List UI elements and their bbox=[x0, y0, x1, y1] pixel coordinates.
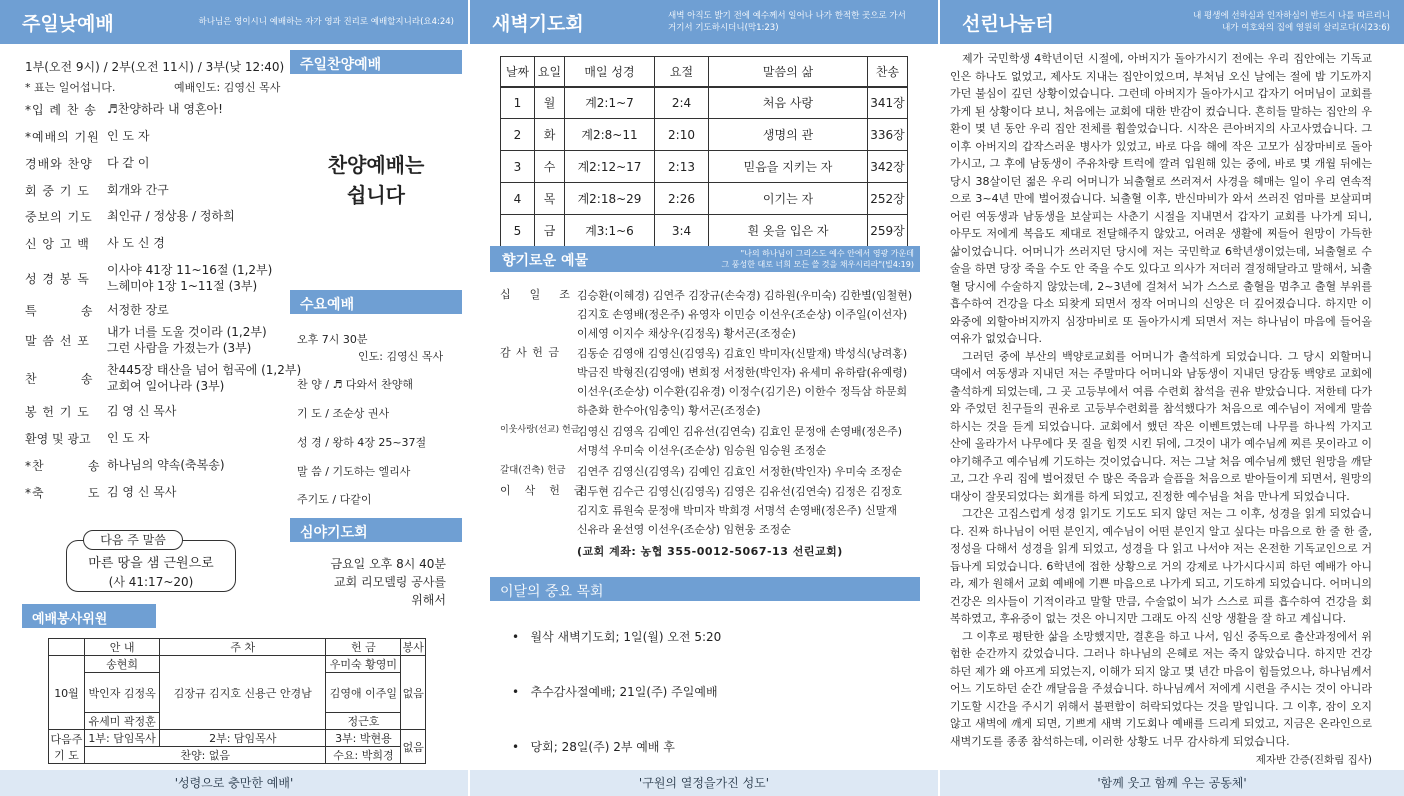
cell: 처음 사랑 bbox=[709, 87, 868, 119]
offering-label: 갈대(건축) 헌금 bbox=[500, 465, 566, 476]
order-row bbox=[25, 403, 176, 420]
cell: 259장 bbox=[868, 215, 908, 247]
night-line: 금요일 오후 8시 40분 bbox=[330, 557, 446, 571]
order-row bbox=[25, 208, 235, 225]
cell: 계3:1~6 bbox=[565, 215, 655, 247]
cell: 2:4 bbox=[655, 87, 709, 119]
verse-line: 새벽 아직도 밝기 전에 예수께서 일어나 나가 한적한 곳으로 가서 bbox=[668, 11, 906, 21]
cell: 정근호 bbox=[326, 713, 401, 730]
order-label: *찬 송 bbox=[25, 459, 101, 473]
cell: 341장 bbox=[868, 87, 908, 119]
cell: 수요: 박희경 bbox=[326, 747, 401, 764]
offering-names: 김동순 김영애 김영신(김영옥) 김효인 박미자(신말재) 박성식(낭려홍) bbox=[577, 347, 908, 360]
col-header: 날짜 bbox=[501, 57, 535, 87]
order-value: 하나님의 약속(축복송) bbox=[107, 458, 225, 472]
order-row bbox=[25, 155, 149, 172]
order-row bbox=[25, 101, 223, 118]
news-text: 당회; 28일(주) 2부 예배 후 bbox=[530, 740, 675, 754]
verse-line: 내 평생에 선하심과 인자하심이 반드시 나를 따르리니 bbox=[1193, 11, 1390, 21]
cell: 이기는 자 bbox=[709, 183, 868, 215]
cell: 생명의 관 bbox=[709, 119, 868, 151]
cell: 유세미 곽정훈 bbox=[85, 713, 160, 730]
footer-right: '함께 웃고 함께 우는 공동체' bbox=[940, 770, 1404, 796]
cell: 믿음을 지키는 자 bbox=[709, 151, 868, 183]
col-header: 요절 bbox=[655, 57, 709, 87]
worship-header bbox=[0, 0, 468, 44]
order-label: 봉 헌 기 도 bbox=[25, 405, 90, 419]
order-label: 환영 및 광고 bbox=[25, 432, 91, 446]
offering-label: 감 사 헌 금 bbox=[500, 346, 560, 359]
order-value: 회개와 간구 bbox=[107, 183, 169, 197]
order-value: 그런 사람을 가졌는가 (3부) bbox=[107, 341, 252, 355]
order-value: 이사야 41장 11~16절 (1,2부) bbox=[107, 263, 273, 277]
offering-names: 김승환(이혜경) 김연주 김장규(손숙경) 김하원(우미숙) 김한별(임철현) bbox=[577, 289, 913, 302]
church-account: (교회 계좌: 농협 355-0012-5067-13 선린교회) bbox=[577, 545, 843, 558]
cell: 2:26 bbox=[655, 183, 709, 215]
cell: 월 bbox=[535, 87, 565, 119]
dawn-header bbox=[470, 0, 938, 44]
order-value: 서정한 장로 bbox=[107, 303, 169, 317]
order-value: ♬찬양하라 내 영혼아! bbox=[107, 102, 223, 116]
order-value: 김 영 신 목사 bbox=[107, 404, 177, 418]
col-header: 봉사 bbox=[401, 639, 426, 656]
volunteer-table bbox=[48, 638, 426, 764]
testimony-text bbox=[950, 50, 1372, 750]
offering-group bbox=[500, 482, 902, 539]
order-value: 인 도 자 bbox=[107, 129, 150, 143]
praise-line: 찬양예배는 bbox=[327, 153, 425, 177]
order-label: 찬 송 bbox=[25, 371, 94, 386]
order-value: 다 같 이 bbox=[107, 156, 150, 170]
next-week-title: 마른 땅을 샘 근원으로 bbox=[88, 556, 214, 571]
stand-note: * 표는 일어섭니다. bbox=[25, 81, 116, 94]
order-row bbox=[25, 457, 225, 474]
order-label: 성 경 봉 독 bbox=[25, 271, 90, 286]
offering-names: 이세영 이지수 채상우(김정옥) 황서곤(조정순) bbox=[577, 327, 796, 340]
cell: 우미숙 황영미 bbox=[326, 656, 401, 673]
cell: 없음 bbox=[401, 730, 426, 764]
pastoral-news-list bbox=[512, 628, 721, 755]
wed-row: 기 도 / 조순상 권사 bbox=[297, 407, 390, 420]
order-label: 신 앙 고 백 bbox=[25, 237, 90, 251]
col-header: 요일 bbox=[535, 57, 565, 87]
order-row bbox=[25, 362, 301, 394]
order-value: 느헤미야 1장 1~11절 (3부) bbox=[107, 279, 258, 293]
order-value: 사 도 신 경 bbox=[107, 236, 165, 250]
worship-verse: 하나님은 영이시니 예배하는 자가 영과 진리로 예배할지니라(요4:24) bbox=[198, 17, 454, 27]
night-line: 위해서 bbox=[411, 593, 446, 607]
offering-names: 김지호 손영배(정은주) 유영자 이민승 이선우(조순상) 이주일(이선자) bbox=[577, 308, 908, 321]
list-item: • 월삭 새벽기도회; 1일(월) 오전 5:20 bbox=[512, 630, 722, 644]
pastoral-news-tab: 이달의 중요 목회 bbox=[490, 577, 920, 601]
praise-tab: 주일찬양예배 bbox=[290, 50, 462, 74]
offering-label: 이웃사랑(선교) 헌금 bbox=[500, 425, 580, 435]
cell: 김영애 이주일 bbox=[326, 673, 401, 713]
offering-names: 김연주 김영신(김영옥) 김예인 김효인 서정한(박인자) 우미숙 조정순 bbox=[577, 465, 903, 478]
wed-row: 말 씀 / 기도하는 엘리사 bbox=[297, 465, 411, 478]
cell: 계2:8~11 bbox=[565, 119, 655, 151]
wed-row: 성 경 / 왕하 4장 25~37절 bbox=[297, 436, 427, 449]
next-week-ref: (사 41:17~20) bbox=[108, 575, 194, 589]
paragraph: 그 이후로 평탄한 삶을 소망했지만, 결혼을 하고 나서, 임신 중독으로 출산과정에서 위험한 순간까지 갔었습니다. 그러나 하나님의 은혜로 저는 죽지 않았습니다. 하지만 건강하던 제가 왜 아프게 되었는지, 이해가 되지 않고 몇 년간 마음이 힘들었으나, 하나님께서 어느 기도하던 순간 깨달음을 주셨습니다. 하나님께서 저에게 시련을 주시는 것이 아니라 기도할 시간을 주시기 위해서 불편함이 허락되었다는 것을 말입니다. 그 이후, 잠이 오지 않고 새벽에 깨게 되면, 기쁘게 새벽 기도회나 예배를 드리게 되었고, 지금은 온라인으로 새벽기도를 종종 참석하는데, 이러한 상황도 너무 감사하게 되었습니다. bbox=[950, 629, 1372, 748]
cell: 5 bbox=[501, 215, 535, 247]
row-label: 다음주 기 도 bbox=[49, 730, 85, 764]
table-row bbox=[501, 151, 908, 183]
cell: 3부: 박현용 bbox=[326, 730, 401, 747]
offering-group bbox=[500, 286, 912, 343]
order-row bbox=[25, 484, 176, 501]
verse-line: 그 풍성한 대로 너희 모든 쓸 것을 채우시리라"(빌4:19) bbox=[721, 260, 914, 269]
cell: 흰 옷을 입은 자 bbox=[709, 215, 868, 247]
cell: 박인자 김정옥 bbox=[85, 673, 160, 713]
service-times: 1부(오전 9시) / 2부(오전 11시) / 3부(낮 12:40) bbox=[25, 60, 285, 74]
table-row bbox=[501, 183, 908, 215]
worship-title: 주일낮예배 bbox=[22, 13, 114, 35]
cell: 2:13 bbox=[655, 151, 709, 183]
cell: 김장규 김지호 신용근 안경남 bbox=[160, 656, 326, 730]
table-row bbox=[501, 119, 908, 151]
wed-row: 주기도 / 다같이 bbox=[297, 493, 372, 506]
order-row bbox=[25, 262, 272, 294]
order-label: 경배와 찬양 bbox=[25, 157, 93, 171]
wednesday-tab: 수요예배 bbox=[290, 290, 462, 314]
wed-row: 찬 양 / ♬ 다와서 찬양해 bbox=[297, 378, 414, 391]
order-row bbox=[25, 324, 267, 356]
dawn-verse bbox=[668, 10, 906, 34]
paragraph: 그러던 중에 부산의 백양로교회를 어머니가 출석하게 되었습니다. 그 당시 외할머니 댁에서 여동생과 지내던 저는 주말마다 어머니와 남동생이 지내던 당감동 백양로 교회에 출석하게 되었는데, 그 곳 고등부에서 여름 수련회 참석을 권유 받았습니다. 저한테 다가와 주었던 친구들의 권유로 고등부수련회를 참석했다가 처음으로 예수님이 저에게 말씀하시는 것을 듣게 되었습니다. 교회에서 했던 작은 이벤트였는데 나무를 하나씩 가지고 산에 올라가서 나무에다 못 질을 힘껏 시킨 뒤에, 그것이 내가 예수님께 찌른 못이라고 이야기해주고 예수님께 기도하는 것이었습니다. 저는 그날 처음 예수님께 했던 원망을 깨닫고, 그간 우리 집에 벌어졌던 수 많은 죽음과 슬픔을 처음으로 받아들이게 되면서, 원망의 대상이 잘못되었다는 회개를 하게 되었고, 진정한 예수님을 처음 만나게 되었습니다. bbox=[950, 349, 1372, 503]
offering-group bbox=[500, 462, 902, 481]
offering-names: 서명석 우미숙 이선우(조순상) 임승원 임승원 조정순 bbox=[577, 444, 827, 457]
cell: 4 bbox=[501, 183, 535, 215]
order-row bbox=[25, 235, 165, 252]
cell: 금 bbox=[535, 215, 565, 247]
col-header: 찬송 bbox=[868, 57, 908, 87]
night-line: 교회 리모델링 공사를 bbox=[334, 575, 446, 589]
cell: 3 bbox=[501, 151, 535, 183]
col-header: 헌 금 bbox=[326, 639, 401, 656]
list-item: • 추수감사절예배; 21일(주) 주일예배 bbox=[512, 685, 718, 699]
order-label: 특 송 bbox=[25, 304, 94, 318]
dawn-table bbox=[500, 56, 908, 247]
row-label: 10월 bbox=[49, 656, 85, 730]
offering-verse bbox=[721, 248, 914, 270]
order-row bbox=[25, 302, 169, 319]
verse-line: 거기서 기도하시더니(막1:23) bbox=[668, 23, 779, 33]
order-value: 최인규 / 정상용 / 정하희 bbox=[107, 209, 235, 223]
order-label: 말 씀 선 포 bbox=[25, 333, 90, 348]
order-label: 회 중 기 도 bbox=[25, 184, 90, 198]
cell: 수 bbox=[535, 151, 565, 183]
sharing-title: 선린나눔터 bbox=[962, 13, 1054, 35]
service-leader: 예배인도: 김영신 목사 bbox=[174, 81, 281, 94]
order-label: 중보의 기도 bbox=[25, 210, 93, 224]
col-header: 매일 성경 bbox=[565, 57, 655, 87]
offering-names: 김지호 류원숙 문정애 박미자 박희경 서명석 손영배(정은주) 신말재 bbox=[577, 504, 897, 517]
col-header: 주 차 bbox=[160, 639, 326, 656]
cell: 2 bbox=[501, 119, 535, 151]
paragraph: 그간은 고집스럽게 성경 읽기도 기도도 되지 않던 저는 그 이후, 성경을 읽게 되었습니다. 진짜 하나님이 어떤 분인지, 예수님이 어떤 분인지 알고 싶다는 마음으로 한 줄 한 줄, 정성을 다해서 성경을 읽게 되었고, 성경을 다 읽고 나서야 저는 온전한 기독교인으로 거듭나게 되었습니다. 6학년에 접한 상황으로 거의 강제로 나가시다시피 하던 예배가 아니라, 제가 원해서 교회 예배에 기쁜 마음으로 나가게 되고, 기도하게 되었습니다. 어머니의 건강은 의사들이 기적이라고 말할 만큼, 수술없이 뇌가 스스로 피를 흡수하여 건강을 회복하였고, 후유증이 없는 것은 아니지만 그래도 아직 신앙 생활을 잘 하고 계십니다. bbox=[950, 507, 1372, 625]
testimony-signature: 제자반 간증(진화림 집사) bbox=[1250, 752, 1372, 767]
order-value: 찬445장 태산을 넘어 험곡에 (1,2부) bbox=[107, 363, 302, 377]
cell: 336장 bbox=[868, 119, 908, 151]
cell: 3:4 bbox=[655, 215, 709, 247]
cell: 목 bbox=[535, 183, 565, 215]
cell: 찬양: 없음 bbox=[85, 747, 326, 764]
offering-names: 김영신 김영옥 김예인 김유선(김연숙) 김효인 문정애 손영배(정은주) bbox=[577, 425, 903, 438]
cell: 송현희 bbox=[85, 656, 160, 673]
verse-line: 내가 여호와의 집에 영원히 살리로다(시23:6) bbox=[1222, 23, 1390, 33]
next-week-label: 다음 주 말씀 bbox=[83, 530, 183, 550]
offering-group bbox=[500, 422, 902, 460]
order-label: *예배의 기원 bbox=[25, 130, 100, 144]
offering-names: 신유라 윤선영 이선우(조순상) 임현웅 조정순 bbox=[577, 523, 791, 536]
verse-line: "나의 하나님이 그리스도 예수 안에서 영광 가운데 bbox=[740, 249, 914, 258]
order-value: 인 도 자 bbox=[107, 431, 150, 445]
col-header: 말씀의 삶 bbox=[709, 57, 868, 87]
cell: 계2:18~29 bbox=[565, 183, 655, 215]
offering-group bbox=[500, 344, 907, 420]
dawn-title: 새벽기도회 bbox=[492, 13, 584, 35]
cell: 1 bbox=[501, 87, 535, 119]
cell: 2:10 bbox=[655, 119, 709, 151]
offering-title: 향기로운 예물 bbox=[502, 253, 589, 269]
table-row bbox=[501, 215, 908, 247]
col-header: 안 내 bbox=[85, 639, 160, 656]
order-value: 내가 너를 도울 것이라 (1,2부) bbox=[107, 325, 267, 339]
order-value: 교회여 일어나라 (3부) bbox=[107, 379, 225, 393]
order-row bbox=[25, 128, 149, 145]
night-prayer-info bbox=[290, 555, 446, 609]
offering-names: 하춘화 한수아(임충익) 황서곤(조정순) bbox=[577, 404, 761, 417]
offering-label: 십 일 조 bbox=[500, 288, 571, 301]
praise-line: 쉽니다 bbox=[347, 183, 405, 207]
offering-banner bbox=[490, 246, 920, 272]
table-row bbox=[501, 87, 908, 119]
praise-message bbox=[290, 150, 462, 210]
night-prayer-tab: 심야기도회 bbox=[290, 518, 462, 542]
offering-names: 김두현 김수근 김영신(김영옥) 김영은 김유선(김연숙) 김정은 김정호 bbox=[577, 485, 903, 498]
paragraph: 제가 국민학생 4학년이던 시절에, 아버지가 돌아가시기 전에는 우리 집안에는 기독교인은 하나도 없었고, 제사도 지내는 집안이었으며, 부처님 오신 날에는 절에 밤 기도까지 가던 불심이 깊던 상황이었습니다. 그런데 아버지가 돌아가시고 갑자기 어머님이 교회를 가게 된 상황이다 보니, 처음에는 교회에 대한 반감이 컸습니다. 흔히들 말하는 집안의 우환이 몇 년 동안 우리 집안 전체를 휩쓸었습니다. 시작은 큰아버지의 사고사였습니다. 그 이후 아버지의 갑작스러운 병사가 있었고, 바로 다음 해에 작은 고모가 심장마비로 돌아가시고, 그 후에 남동생이 주유차량 트럭에 깔려 입원해 있는 중에, 바로 몇 개월 뒤에는 당시 38살이던 젊은 우리 어머니가 뇌출혈로 쓰러져서 사경을 헤매는 일이 우리 연속적으로 3~4년 만에 벌어졌습니다. 뇌출혈 이후, 반신마비가 와서 쓰러진 엄마를 보살피며 어린 여동생과 남동생을 보살피는 사춘기 시절을 지내면서 갑자기 교회를 나가게 되니, 아무도 저에게 복음도 제대로 전달해주지 않았고, 어려운 생활에 찌들어 원망이 가득한 삶이었습니다. 어머니가 쓰러지던 당시에 저는 국민학교 6학년생이었는데, 뇌출혈로 수술을 하면 당장 죽을 수도 안 죽을 수도 있다고 의사가 저더러 결정해달라고 말해서, 뇌출혈 당시에 수술하지 않았는데, 2~3년에 걸쳐서 뇌가 스스로 출혈을 멈추고 출혈 부위를 흡수하여 건강을 다소 되찾게 되면서 정작 어머니의 신앙은 더 깊어졌습니다. 하지만 이 와중에 외할아버지까지 심장마비로 또 돌아가시게 되면서 저는 하나님이 마음에 들어올 여유가 없었습니다. bbox=[950, 52, 1372, 345]
cell: 화 bbox=[535, 119, 565, 151]
footer-middle: '구원의 열정을가진 성도' bbox=[470, 770, 938, 796]
wed-leader: 인도: 김영신 목사 bbox=[358, 350, 444, 363]
news-text: 추수감사절예배; 21일(주) 주일예배 bbox=[530, 685, 718, 699]
wed-time: 오후 7시 30분 bbox=[297, 333, 368, 346]
offering-names: 박금진 박형진(김영애) 변희정 서정한(박인자) 유세미 유하람(유예령) bbox=[577, 366, 908, 379]
footer-left: '성령으로 충만한 예배' bbox=[0, 770, 468, 796]
order-row bbox=[25, 182, 169, 199]
cell: 1부: 담임목사 bbox=[85, 730, 160, 747]
cell: 계2:12~17 bbox=[565, 151, 655, 183]
order-label: *입 례 찬 송 bbox=[25, 103, 97, 117]
cell: 없음 bbox=[401, 656, 426, 730]
offering-names: 이선우(조순상) 이수환(김유경) 이정수(김기은) 이한수 정득삼 하문희 bbox=[577, 385, 908, 398]
order-row bbox=[25, 430, 149, 447]
cell: 2부: 담임목사 bbox=[160, 730, 326, 747]
list-item: • 당회; 28일(주) 2부 예배 후 bbox=[512, 740, 675, 754]
order-label: *축 도 bbox=[25, 486, 101, 500]
news-text: 월삭 새벽기도회; 1일(월) 오전 5:20 bbox=[530, 630, 722, 644]
volunteer-tab: 예배봉사위원 bbox=[22, 604, 156, 628]
sharing-verse bbox=[1193, 10, 1390, 34]
cell: 342장 bbox=[868, 151, 908, 183]
cell: 252장 bbox=[868, 183, 908, 215]
offering-label: 이 삭 헌 금 bbox=[500, 484, 585, 497]
cell: 계2:1~7 bbox=[565, 87, 655, 119]
order-value: 김 영 신 목사 bbox=[107, 485, 177, 499]
sharing-header bbox=[940, 0, 1404, 44]
